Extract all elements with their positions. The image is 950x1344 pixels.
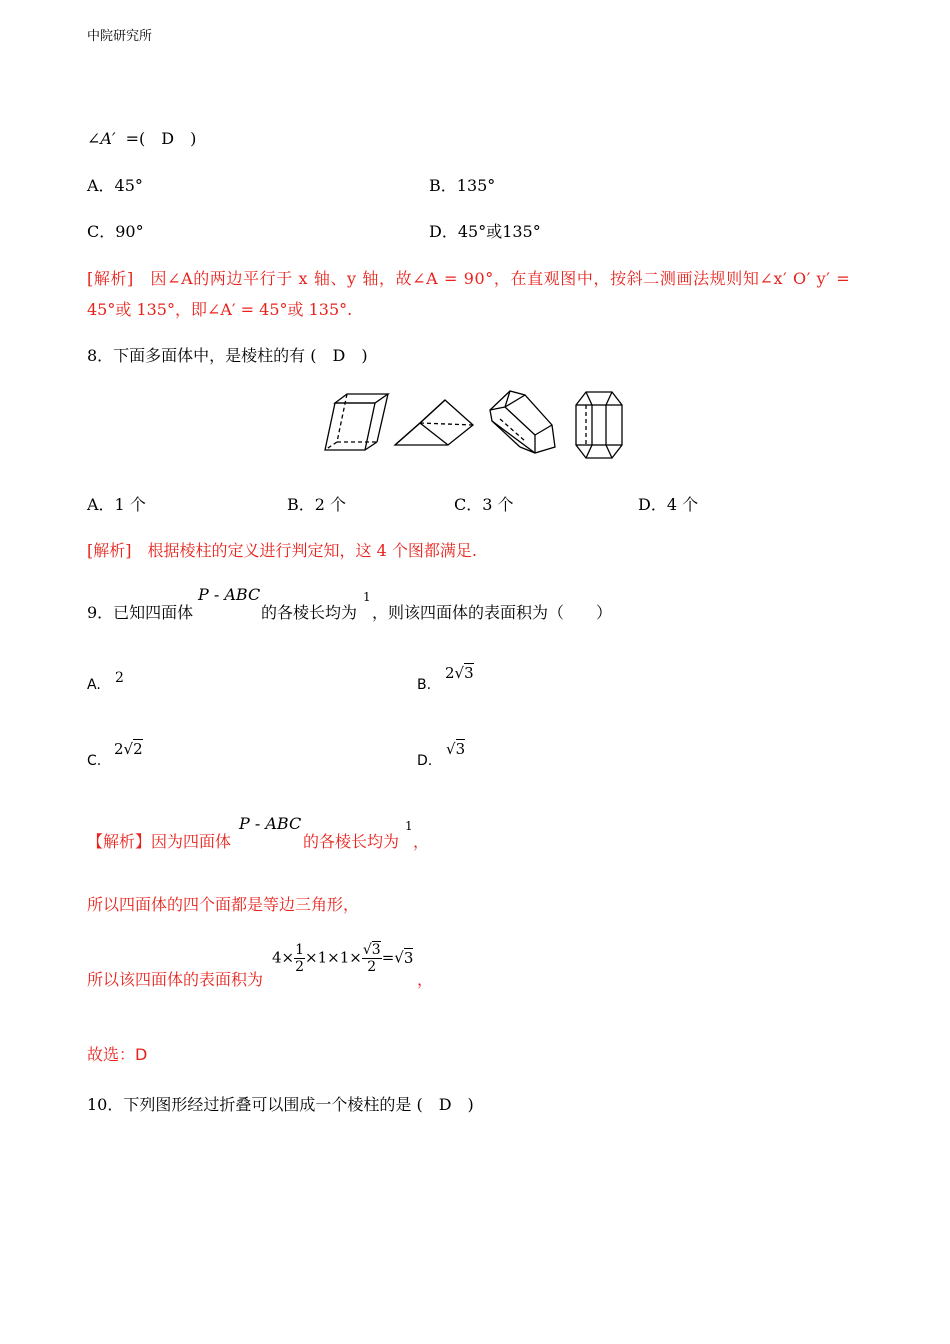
answer-prefix: 故选：: [87, 1045, 136, 1064]
sqrt-icon: √: [362, 942, 372, 958]
q7-option-a: A．45°: [87, 176, 143, 195]
result-radicand: 3: [403, 948, 414, 967]
q9-option-a-value: 2: [115, 670, 124, 686]
q9-expr: P - ABC: [198, 585, 261, 604]
triangular-prism-shape: [395, 400, 473, 445]
radicand: 3: [464, 664, 474, 682]
q9-stem-prefix: 9．已知四面体: [87, 603, 194, 622]
hexagonal-prism-shape: [490, 391, 555, 453]
q9-analysis-mid: 的各棱长均为: [303, 832, 400, 851]
q9-analysis-suffix: ，: [413, 832, 430, 851]
q8-option-a: A．1 个: [87, 495, 146, 514]
fraction-sqrt3-half: $\frac{√3}{2}$: [362, 942, 381, 975]
upright-prism-shape: [576, 392, 622, 458]
q9-option-c-value: [114, 740, 143, 758]
q9-option-d-value: [446, 740, 465, 758]
oblique-prism-shape: [325, 394, 388, 450]
header-org: 中院研究所: [87, 29, 153, 44]
q7-stem-var: A′: [100, 129, 116, 148]
sqrt-icon: √: [454, 664, 465, 682]
q7-option-c: C．90°: [87, 222, 144, 241]
q9-option-d-label: D.: [417, 753, 433, 769]
radicand: 2: [133, 740, 143, 758]
q9-analysis-edge: 1: [405, 819, 413, 833]
q7-stem-answer: =( D ): [125, 129, 197, 148]
q9-option-b-label: B.: [417, 677, 432, 693]
fraction-half: $\frac{1}{2}$: [295, 942, 305, 975]
q9-stem-mid: 的各棱长均为: [261, 603, 358, 622]
q9-analysis-line3-suffix: ，: [417, 970, 434, 989]
q9-analysis-line2: 所以四面体的四个面都是等边三角形，: [87, 895, 360, 914]
q7-option-d: D．45°或135°: [429, 222, 541, 241]
polyhedra-figure: [320, 385, 630, 465]
q9-analysis-line3-prefix: 所以该四面体的表面积为: [87, 970, 264, 989]
q7-analysis-line1: [解析] 因∠A的两边平行于 x 轴、y 轴，故∠A = 90°，在直观图中，按斜二测画法规则知∠x′ O′ y′ =: [87, 269, 851, 288]
q9-answer-line: [87, 1042, 147, 1065]
q7-stem: [87, 126, 196, 149]
q8-analysis: [解析] 根据棱柱的定义进行判定知，这 4 个图都满足.: [87, 541, 477, 560]
sqrt-icon: √: [123, 740, 134, 758]
sqrt-icon: √: [446, 740, 456, 758]
q8-stem: 8．下面多面体中，是棱柱的有 ( D ): [87, 346, 368, 365]
q9-analysis-expr: P - ABC: [239, 814, 302, 833]
formula-part: 4×: [272, 948, 295, 967]
angle-symbol: ∠: [87, 129, 101, 148]
q8-option-d: D．4 个: [638, 495, 699, 514]
q9-edge: 1: [363, 590, 371, 604]
q9-option-b-value: [445, 664, 474, 682]
sqrt-icon: √: [394, 948, 404, 967]
q9-formula: [272, 942, 413, 975]
q8-option-b: B．2 个: [287, 495, 347, 514]
radicand: 3: [455, 740, 466, 758]
coef: 2: [445, 664, 455, 682]
q7-analysis-line2: 45°或 135°，即∠A′ = 45°或 135°.: [87, 300, 353, 319]
equals: =: [381, 948, 395, 967]
q8-option-c: C．3 个: [454, 495, 514, 514]
formula-part: ×1×1×: [305, 948, 362, 967]
q10-stem: 10．下列图形经过折叠可以围成一个棱柱的是 ( D ): [87, 1095, 474, 1114]
q9-option-c-label: C.: [87, 753, 102, 769]
q7-option-b: B．135°: [429, 176, 496, 195]
q9-option-a-label: A.: [87, 677, 101, 693]
q9-analysis-prefix: 【解析】因为四面体: [87, 832, 232, 851]
q9-stem-suffix: ，则该四面体的表面积为（ ）: [372, 603, 613, 622]
answer-value: D: [135, 1045, 148, 1064]
coef: 2: [114, 740, 124, 758]
